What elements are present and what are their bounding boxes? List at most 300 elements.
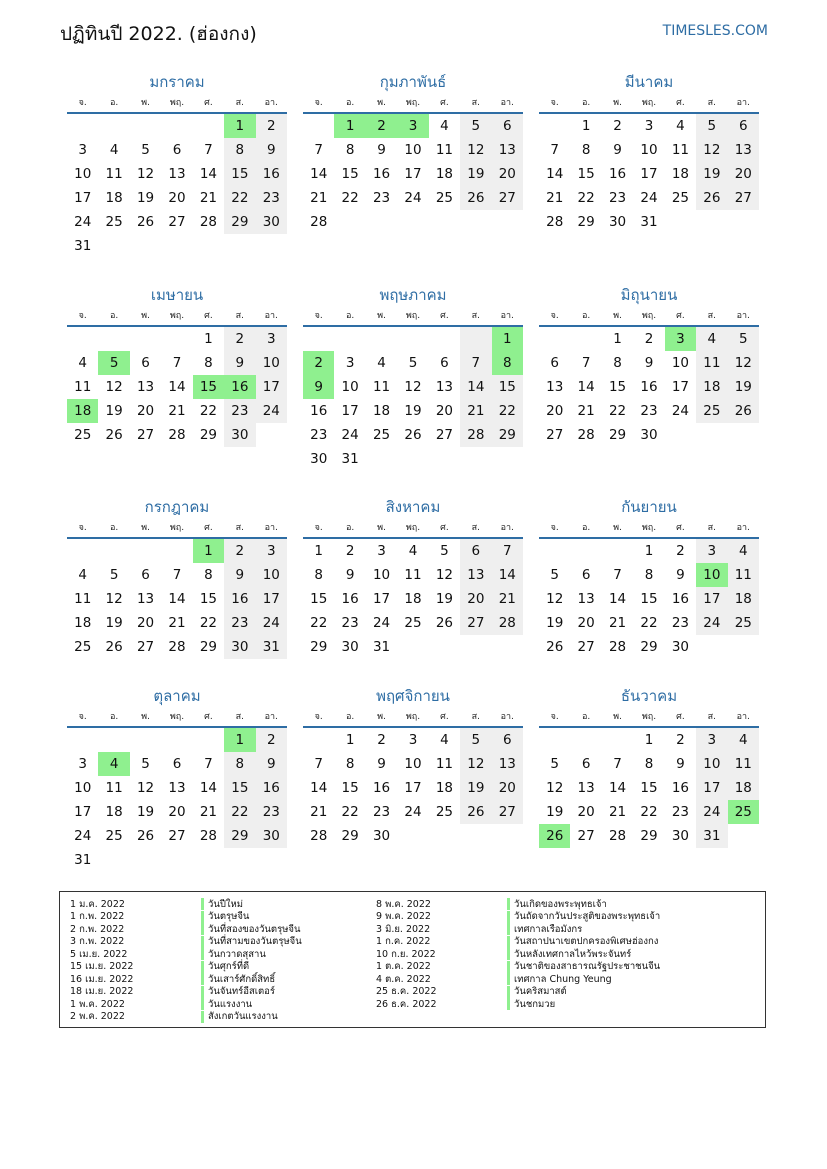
day-cell: 2 xyxy=(303,351,334,375)
day-cell: 22 xyxy=(492,399,523,423)
empty-cell xyxy=(98,539,129,563)
day-cell: 26 xyxy=(546,639,564,655)
holiday-name: วันชกมวย xyxy=(514,998,556,1010)
day-cell: 28 xyxy=(168,639,186,655)
weekday-label: อ. xyxy=(581,712,591,722)
day-cell: 23 xyxy=(671,804,690,820)
day-cell: 8 xyxy=(644,567,654,583)
empty-cell xyxy=(193,114,224,138)
day-cell: 26 xyxy=(539,824,570,848)
day-cell: 30 xyxy=(671,828,690,844)
day-cell: 9 xyxy=(644,355,654,371)
holiday-date: 1 ม.ค. 2022 xyxy=(70,898,125,910)
empty-cell xyxy=(161,114,192,138)
month-block xyxy=(67,495,287,659)
day-grid xyxy=(303,728,523,848)
empty-cell xyxy=(303,728,334,752)
empty-cell xyxy=(728,635,759,659)
site-link[interactable]: TIMESLES.COM xyxy=(662,23,768,39)
weekday-label: จ. xyxy=(314,311,323,321)
holiday-marker xyxy=(507,986,510,998)
day-cell: 17 xyxy=(404,780,422,796)
day-cell: 8 xyxy=(224,752,255,776)
day-cell: 21 xyxy=(492,587,523,611)
day-cell: 30 xyxy=(224,423,255,447)
weekday-label: พ. xyxy=(377,311,386,321)
month-name: ตุลาคม xyxy=(153,687,201,705)
weekday-label: จ. xyxy=(78,712,87,722)
day-cell: 24 xyxy=(341,427,359,443)
day-cell: 2 xyxy=(256,114,287,138)
day-cell: 13 xyxy=(136,591,155,607)
day-cell: 28 xyxy=(310,828,328,844)
day-cell: 9 xyxy=(676,756,685,772)
day-cell: 8 xyxy=(492,351,523,375)
empty-cell xyxy=(492,210,523,234)
day-cell: 17 xyxy=(404,166,422,182)
day-cell: 28 xyxy=(460,423,491,447)
empty-cell xyxy=(397,447,428,471)
day-cell: 14 xyxy=(608,591,627,607)
empty-cell xyxy=(492,824,523,848)
day-cell: 26 xyxy=(460,186,491,210)
day-cell: 30 xyxy=(256,210,287,234)
day-cell: 20 xyxy=(136,403,155,419)
legend-column-right xyxy=(376,898,684,1011)
day-cell: 19 xyxy=(460,776,491,800)
day-cell: 3 xyxy=(78,756,87,772)
day-cell: 18 xyxy=(74,615,92,631)
day-cell: 4 xyxy=(78,355,87,371)
empty-cell xyxy=(492,635,523,659)
empty-cell xyxy=(334,327,365,351)
day-cell: 22 xyxy=(640,804,658,820)
holiday-name: วันคริสมาสต์ xyxy=(514,986,567,998)
month-block xyxy=(67,70,287,258)
weekday-label: จ. xyxy=(78,523,87,533)
weekday-label: พ. xyxy=(377,712,386,722)
empty-cell xyxy=(696,635,727,659)
day-cell: 26 xyxy=(136,828,155,844)
day-cell: 8 xyxy=(224,138,255,162)
weekday-label: อา. xyxy=(500,311,514,321)
day-cell: 5 xyxy=(141,756,150,772)
day-cell: 6 xyxy=(492,728,523,752)
weekday-label: ศ. xyxy=(676,523,685,533)
day-cell: 19 xyxy=(404,403,422,419)
day-cell: 8 xyxy=(345,756,355,772)
month-name: สิงหาคม xyxy=(385,498,441,516)
day-cell: 14 xyxy=(310,780,328,796)
empty-cell xyxy=(334,210,365,234)
day-cell: 1 xyxy=(314,543,323,559)
empty-cell xyxy=(665,423,696,447)
weekday-label: พฤ. xyxy=(405,523,421,533)
day-cell: 31 xyxy=(256,635,287,659)
day-cell: 4 xyxy=(78,567,87,583)
weekday-label: อ. xyxy=(345,311,355,321)
day-cell: 5 xyxy=(109,567,119,583)
day-cell: 29 xyxy=(577,214,595,230)
day-cell: 14 xyxy=(199,166,218,182)
empty-cell xyxy=(397,824,428,848)
day-cell: 10 xyxy=(696,563,727,587)
day-cell: 20 xyxy=(546,403,564,419)
day-cell: 3 xyxy=(377,543,386,559)
day-cell: 27 xyxy=(728,186,759,210)
holiday-name: วันที่สองของวันตรุษจีน xyxy=(208,923,301,935)
day-cell: 7 xyxy=(172,355,182,371)
day-cell: 4 xyxy=(440,118,449,134)
day-cell: 27 xyxy=(460,611,491,635)
day-cell: 22 xyxy=(224,800,255,824)
day-cell: 9 xyxy=(676,567,685,583)
day-cell: 10 xyxy=(372,567,391,583)
day-cell: 11 xyxy=(728,563,759,587)
day-cell: 20 xyxy=(577,804,595,820)
day-cell: 10 xyxy=(74,780,92,796)
day-cell: 8 xyxy=(314,567,323,583)
day-cell: 28 xyxy=(608,828,627,844)
holiday-date: 2 ก.พ. 2022 xyxy=(70,923,125,935)
day-cell: 16 xyxy=(640,379,658,395)
empty-cell xyxy=(130,114,161,138)
day-cell: 6 xyxy=(581,756,591,772)
weekday-label: ศ. xyxy=(204,98,213,108)
day-cell: 21 xyxy=(199,190,218,206)
day-cell: 4 xyxy=(377,355,386,371)
empty-cell xyxy=(397,327,428,351)
weekday-label: พฤ. xyxy=(405,712,421,722)
day-cell: 23 xyxy=(341,615,359,631)
day-cell: 12 xyxy=(546,780,564,796)
holiday-marker xyxy=(201,898,204,910)
day-cell: 18 xyxy=(671,166,690,182)
day-cell: 17 xyxy=(372,591,391,607)
day-cell: 18 xyxy=(67,399,98,423)
day-cell: 28 xyxy=(608,639,627,655)
holiday-name: วันที่สามของวันตรุษจีน xyxy=(208,936,302,948)
empty-cell xyxy=(460,635,491,659)
month-block xyxy=(539,495,759,659)
day-cell: 7 xyxy=(314,756,323,772)
day-cell: 18 xyxy=(404,591,422,607)
empty-cell xyxy=(366,447,397,471)
day-cell: 5 xyxy=(141,142,150,158)
day-cell: 11 xyxy=(74,591,92,607)
weekday-label: ส. xyxy=(235,523,244,533)
day-cell: 23 xyxy=(256,186,287,210)
day-cell: 17 xyxy=(256,587,287,611)
day-cell: 1 xyxy=(492,327,523,351)
day-cell: 4 xyxy=(728,728,759,752)
day-cell: 4 xyxy=(440,732,449,748)
day-cell: 12 xyxy=(404,379,422,395)
day-cell: 11 xyxy=(671,142,690,158)
day-cell: 18 xyxy=(105,190,123,206)
day-cell: 10 xyxy=(341,379,359,395)
month-name: พฤศจิกายน xyxy=(376,687,450,705)
empty-cell xyxy=(570,327,601,351)
weekday-label: อา. xyxy=(264,523,278,533)
holiday-name: วันปีใหม่ xyxy=(208,898,244,910)
holiday-name: วันตรุษจีน xyxy=(208,911,250,923)
holiday-name: วันสถาปนาเขตปกครองพิเศษฮ่องกง xyxy=(514,936,659,948)
day-cell: 24 xyxy=(696,611,727,635)
holiday-name: วันชาติของสาธารณรัฐประชาชนจีน xyxy=(514,961,661,973)
empty-cell xyxy=(130,728,161,752)
legend-item xyxy=(376,998,684,1011)
day-grid xyxy=(539,114,759,234)
day-cell: 12 xyxy=(435,567,454,583)
day-cell: 17 xyxy=(640,166,658,182)
empty-cell xyxy=(303,327,334,351)
day-cell: 12 xyxy=(728,351,759,375)
day-cell: 15 xyxy=(341,780,359,796)
month-block xyxy=(303,70,523,234)
day-cell: 2 xyxy=(256,728,287,752)
weekday-header xyxy=(303,519,523,539)
holiday-name: วันเกิดของพระพุทธเจ้า xyxy=(514,898,607,910)
month-block xyxy=(67,283,287,447)
day-cell: 7 xyxy=(492,539,523,563)
day-cell: 29 xyxy=(310,639,328,655)
weekday-header xyxy=(539,519,759,539)
day-cell: 24 xyxy=(671,403,690,419)
day-grid xyxy=(539,539,759,659)
day-cell: 9 xyxy=(613,142,622,158)
holiday-name: วันศุกร์ที่ดี xyxy=(208,961,250,973)
day-cell: 25 xyxy=(105,214,123,230)
day-cell: 13 xyxy=(435,379,454,395)
weekday-label: ส. xyxy=(707,98,716,108)
holiday-marker xyxy=(201,911,204,923)
month-name: ธันวาคม xyxy=(620,687,678,705)
weekday-label: จ. xyxy=(550,523,559,533)
holiday-marker xyxy=(507,961,510,973)
day-cell: 14 xyxy=(168,379,186,395)
holiday-marker xyxy=(507,911,510,923)
day-cell: 30 xyxy=(608,214,627,230)
day-cell: 2 xyxy=(366,114,397,138)
weekday-label: ส. xyxy=(471,98,480,108)
day-grid xyxy=(539,327,759,447)
day-cell: 12 xyxy=(460,138,491,162)
day-cell: 7 xyxy=(613,567,622,583)
holiday-date: 4 ต.ค. 2022 xyxy=(376,973,431,985)
day-cell: 31 xyxy=(640,214,658,230)
weekday-label: พฤ. xyxy=(405,311,421,321)
empty-cell xyxy=(67,327,98,351)
month-block xyxy=(539,70,759,234)
empty-cell xyxy=(570,539,601,563)
day-cell: 6 xyxy=(460,539,491,563)
day-cell: 5 xyxy=(98,351,129,375)
day-cell: 15 xyxy=(224,162,255,186)
empty-cell xyxy=(696,210,727,234)
day-cell: 3 xyxy=(397,114,428,138)
holiday-name: เทศกาล Chung Yeung xyxy=(514,973,612,985)
weekday-label: อ. xyxy=(109,523,119,533)
day-cell: 5 xyxy=(440,543,449,559)
month-block xyxy=(303,495,523,659)
day-cell: 13 xyxy=(546,379,564,395)
day-cell: 17 xyxy=(671,379,690,395)
month-block xyxy=(303,684,523,848)
day-cell: 24 xyxy=(696,800,727,824)
day-cell: 31 xyxy=(74,238,92,254)
day-cell: 4 xyxy=(109,142,119,158)
empty-cell xyxy=(570,728,601,752)
day-cell: 16 xyxy=(256,162,287,186)
day-cell: 19 xyxy=(546,615,564,631)
day-cell: 14 xyxy=(546,166,564,182)
weekday-label: อ. xyxy=(109,98,119,108)
empty-cell xyxy=(429,824,460,848)
day-cell: 10 xyxy=(404,756,422,772)
weekday-label: พ. xyxy=(613,523,622,533)
day-grid xyxy=(67,327,287,447)
day-cell: 31 xyxy=(74,852,92,868)
day-cell: 26 xyxy=(105,427,123,443)
holiday-marker xyxy=(507,948,510,960)
empty-cell xyxy=(429,210,460,234)
day-cell: 13 xyxy=(728,138,759,162)
day-cell: 22 xyxy=(640,615,658,631)
holiday-marker xyxy=(201,986,204,998)
day-cell: 3 xyxy=(644,118,654,134)
holiday-marker xyxy=(507,936,510,948)
day-cell: 1 xyxy=(613,331,622,347)
weekday-label: ศ. xyxy=(676,311,685,321)
day-cell: 15 xyxy=(640,780,658,796)
day-cell: 16 xyxy=(256,776,287,800)
day-cell: 18 xyxy=(696,375,727,399)
day-cell: 19 xyxy=(136,804,155,820)
day-cell: 12 xyxy=(460,752,491,776)
holiday-date: 5 เม.ย. 2022 xyxy=(70,948,128,960)
day-cell: 16 xyxy=(372,166,391,182)
holiday-date: 1 ต.ค. 2022 xyxy=(376,961,431,973)
day-cell: 2 xyxy=(345,543,355,559)
day-cell: 4 xyxy=(98,752,129,776)
weekday-label: พฤ. xyxy=(405,98,421,108)
day-cell: 25 xyxy=(671,190,690,206)
empty-cell xyxy=(256,234,287,258)
day-cell: 7 xyxy=(550,142,559,158)
holiday-marker xyxy=(507,998,510,1010)
holiday-name: วันจันทร์อีสเตอร์ xyxy=(208,986,275,998)
day-cell: 15 xyxy=(193,375,224,399)
weekday-header xyxy=(67,519,287,539)
weekday-label: อา. xyxy=(736,311,750,321)
day-cell: 22 xyxy=(341,804,359,820)
empty-cell xyxy=(397,635,428,659)
day-cell: 13 xyxy=(492,752,523,776)
day-cell: 9 xyxy=(224,351,255,375)
day-cell: 21 xyxy=(310,190,328,206)
day-cell: 10 xyxy=(256,351,287,375)
day-cell: 25 xyxy=(728,611,759,635)
day-cell: 26 xyxy=(105,639,123,655)
day-cell: 27 xyxy=(546,427,564,443)
weekday-label: อา. xyxy=(500,523,514,533)
weekday-label: พ. xyxy=(141,712,150,722)
weekday-label: อ. xyxy=(109,712,119,722)
day-cell: 1 xyxy=(193,539,224,563)
empty-cell xyxy=(98,114,129,138)
holiday-marker xyxy=(507,923,510,935)
weekday-header xyxy=(67,307,287,327)
day-cell: 14 xyxy=(577,379,595,395)
weekday-label: อา. xyxy=(736,523,750,533)
day-cell: 24 xyxy=(404,190,422,206)
day-cell: 26 xyxy=(460,800,491,824)
day-cell: 18 xyxy=(435,166,454,182)
day-cell: 5 xyxy=(550,756,559,772)
empty-cell xyxy=(130,848,161,872)
day-cell: 6 xyxy=(141,355,150,371)
day-cell: 13 xyxy=(460,563,491,587)
day-cell: 15 xyxy=(640,591,658,607)
day-cell: 4 xyxy=(728,539,759,563)
weekday-label: ส. xyxy=(471,523,480,533)
day-grid xyxy=(67,114,287,258)
legend-item xyxy=(70,1011,378,1024)
day-cell: 16 xyxy=(608,166,627,182)
day-cell: 16 xyxy=(310,403,328,419)
holiday-legend xyxy=(59,891,766,1028)
empty-cell xyxy=(539,114,570,138)
day-cell: 9 xyxy=(377,142,386,158)
day-cell: 14 xyxy=(168,591,186,607)
day-cell: 12 xyxy=(136,166,155,182)
day-cell: 7 xyxy=(172,567,182,583)
weekday-label: อ. xyxy=(345,523,355,533)
weekday-label: ส. xyxy=(707,712,716,722)
weekday-label: ศ. xyxy=(204,712,213,722)
day-cell: 11 xyxy=(74,379,92,395)
holiday-marker xyxy=(201,1011,204,1023)
day-cell: 28 xyxy=(546,214,564,230)
empty-cell xyxy=(161,234,192,258)
day-cell: 2 xyxy=(644,331,654,347)
day-cell: 20 xyxy=(492,162,523,186)
day-cell: 9 xyxy=(377,756,386,772)
day-cell: 2 xyxy=(676,732,685,748)
day-cell: 18 xyxy=(435,780,454,796)
month-name: กันยายน xyxy=(621,498,677,516)
weekday-label: ส. xyxy=(471,311,480,321)
day-cell: 19 xyxy=(105,615,123,631)
day-cell: 3 xyxy=(345,355,355,371)
day-cell: 24 xyxy=(74,828,92,844)
day-cell: 5 xyxy=(728,327,759,351)
empty-cell xyxy=(98,728,129,752)
day-cell: 12 xyxy=(546,591,564,607)
day-cell: 5 xyxy=(550,567,559,583)
day-cell: 15 xyxy=(492,375,523,399)
weekday-label: จ. xyxy=(314,712,323,722)
weekday-label: ส. xyxy=(235,712,244,722)
empty-cell xyxy=(256,423,287,447)
day-cell: 23 xyxy=(224,611,255,635)
day-cell: 23 xyxy=(256,800,287,824)
day-cell: 22 xyxy=(224,186,255,210)
day-cell: 11 xyxy=(696,351,727,375)
day-cell: 11 xyxy=(404,567,422,583)
day-cell: 29 xyxy=(224,210,255,234)
